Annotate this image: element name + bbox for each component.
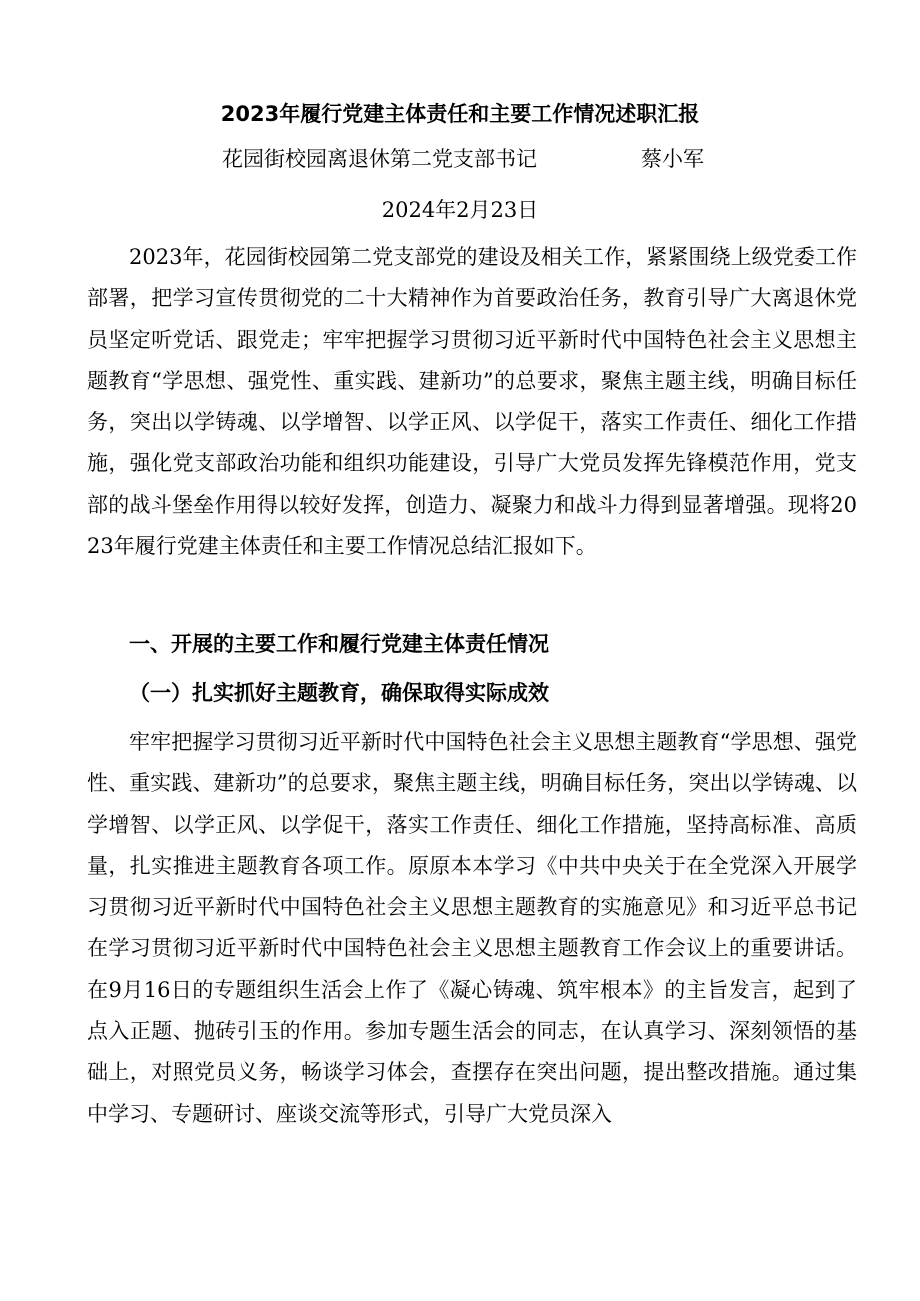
author-name: 蔡小军 [641, 147, 704, 171]
author-role: 花园街校园离退休第二党支部书记 [222, 147, 537, 171]
body-paragraph: 牢牢把握学习贯彻习近平新时代中国特色社会主义思想主题教育“学思想、强党性、重实践、建新功”的总要求，聚焦主题主线，明确目标任务，突出以学铸魂、以学增智、以学正风、以学促干，落实工作责任、细化工作措施，坚持高标准、高质量，扎实推进主题教育各项工作。原原本本学习《中共中央关于在全党深入开展学习贯彻习近平新时代中国特色社会主义思想主题教育的实施意见》和习近平总书记在学习贯彻习近平新时代中国特色社会主义思想主题教育工作会议上的重要讲话。在9月16日的专题组织生活会上作了《凝心铸魂、筑牢根本》的主旨发言，起到了点入正题、抛砖引玉的作用。参加专题生活会的同志，在认真学习、深刻领悟的基础上，对照党员义务，畅谈学习体会，查摆存在突出问题，提出整改措施。通过集中学习、专题研讨、座谈交流等形式，引导广大党员深入 [87, 730, 857, 1126]
subsection-heading: （一）扎实抓好主题教育，确保取得实际成效 [129, 681, 549, 705]
document-title: 2023年履行党建主体责任和主要工作情况述职汇报 [220, 102, 700, 126]
document-date: 2024年2月23日 [381, 198, 539, 222]
intro-paragraph: 2023年，花园街校园第二党支部党的建设及相关工作，紧紧围绕上级党委工作部署，把学习宣传贯彻党的二十大精神作为首要政治任务，教育引导广大离退休党员坚定听党话、跟党走；牢牢把握学习贯彻习近平新时代中国特色社会主义思想主题教育“学思想、强党性、重实践、建新功”的总要求，聚焦主题主线，明确目标任务，突出以学铸魂、以学增智、以学正风、以学促干，落实工作责任、细化工作措施，强化党支部政治功能和组织功能建设，引导广大党员发挥先锋模范作用，党支部的战斗堡垒作用得以较好发挥，创造力、凝聚力和战斗力得到显著增强。现将2023年履行党建主体责任和主要工作情况总结汇报如下。 [87, 245, 857, 559]
section-heading: 一、开展的主要工作和履行党建主体责任情况 [129, 632, 549, 656]
